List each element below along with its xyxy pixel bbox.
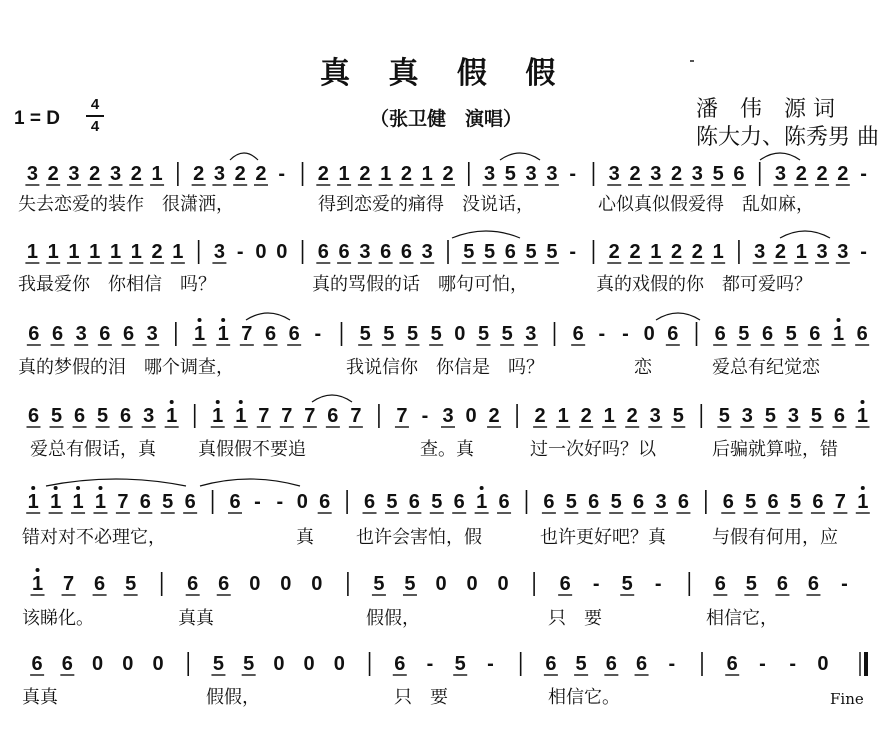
note: 3	[68, 163, 80, 185]
note: 6	[714, 573, 726, 595]
note: 6	[605, 653, 617, 675]
note: 6	[319, 491, 331, 513]
note: 2	[795, 163, 807, 185]
high-octave-dot	[239, 400, 243, 404]
note: 0	[497, 573, 509, 595]
note: 6	[218, 573, 230, 595]
note: 3	[754, 241, 766, 263]
slur-arc	[656, 313, 700, 320]
note: 6	[187, 573, 199, 595]
note: 2	[234, 163, 246, 185]
high-octave-dot	[221, 318, 225, 322]
note: 2	[488, 405, 500, 427]
note: 0	[273, 653, 285, 675]
note: 2	[255, 163, 267, 185]
note: 1	[130, 241, 142, 263]
note: 6	[559, 573, 571, 595]
lyric-l1-c: 心似真似假爱得 乱如麻，	[598, 194, 814, 215]
note: 3	[213, 241, 225, 263]
note: 3	[655, 491, 667, 513]
note: 0	[152, 653, 164, 675]
note: 5	[764, 405, 776, 427]
lyric-l3-b: 我说信你 你信是 吗？	[346, 357, 544, 378]
note: 6	[635, 653, 648, 675]
note: 5	[621, 573, 633, 595]
high-octave-dot	[36, 568, 40, 572]
note: 5	[97, 405, 109, 427]
note: 3	[483, 163, 496, 185]
note: 6	[504, 241, 516, 263]
note: -	[668, 653, 676, 675]
note: -	[569, 241, 577, 263]
high-octave-dot	[31, 486, 35, 490]
note: 6	[833, 405, 846, 427]
note: 1	[380, 163, 392, 185]
note: 1	[832, 323, 845, 345]
note: 0	[643, 323, 655, 345]
note: 5	[431, 491, 443, 513]
note: 5	[575, 653, 587, 675]
note: -	[860, 241, 867, 263]
note: 6	[122, 323, 135, 345]
note: 6	[27, 405, 40, 427]
note: 1	[50, 491, 62, 513]
lyric-l5-d: 也许更好吧？真	[540, 527, 666, 548]
note: 1	[650, 241, 662, 263]
note: 0	[303, 653, 315, 675]
note: 5	[359, 323, 371, 345]
note: 5	[745, 491, 757, 513]
note: -	[487, 653, 494, 675]
note: 5	[404, 573, 416, 595]
note: 1	[151, 163, 163, 185]
high-octave-dot	[837, 318, 841, 322]
note: 6	[28, 323, 40, 345]
high-octave-dot	[54, 486, 58, 490]
note: 6	[139, 491, 151, 513]
lyric-l7-d: 相信它。	[548, 687, 620, 708]
lyric-l7-a: 真真	[22, 687, 58, 708]
note: -	[789, 653, 797, 675]
note: 5	[785, 323, 797, 345]
note: 6	[31, 653, 43, 675]
note: 3	[816, 241, 828, 263]
note: 3	[421, 241, 433, 263]
note: 7	[258, 405, 270, 427]
note: 5	[454, 653, 466, 675]
high-octave-dot	[98, 486, 102, 490]
note: 3	[143, 405, 155, 427]
note: 0	[454, 323, 466, 345]
note: 5	[565, 491, 577, 513]
note: 6	[809, 323, 821, 345]
note: 7	[834, 491, 846, 513]
lyric-l7-c: 只 要	[394, 687, 448, 708]
note: 6	[394, 653, 406, 675]
note: -	[860, 163, 867, 185]
note: 2	[629, 163, 641, 185]
lyric-l1-b: 得到恋爱的痛得 没说话，	[318, 194, 534, 215]
note: 2	[359, 163, 371, 185]
lyric-l6-a: 该睇化。	[22, 608, 94, 629]
note: 6	[733, 163, 745, 185]
note: 3	[109, 163, 122, 185]
note: 5	[373, 573, 385, 595]
high-octave-dot	[480, 486, 484, 490]
lyric-l4-d: 过一次好吗？以	[530, 439, 656, 460]
lyric-l5-e: 与假有何用，应	[712, 527, 838, 548]
note: 5	[745, 573, 757, 595]
note: 0	[249, 573, 261, 595]
note: -	[314, 323, 322, 345]
note: 1	[421, 163, 433, 185]
note: 6	[498, 491, 510, 513]
lyric-l5-a: 错对对不必理它，	[22, 527, 166, 548]
note: -	[592, 573, 600, 595]
lyric-l7-b: 假假，	[206, 687, 260, 708]
note: 5	[125, 573, 137, 595]
note: 5	[383, 323, 395, 345]
note: 6	[317, 241, 329, 263]
lyric-l5-b: 真	[296, 527, 314, 548]
note: 5	[810, 405, 822, 427]
note: 5	[672, 405, 684, 427]
note: 3	[359, 241, 371, 263]
note: 0	[276, 241, 288, 263]
note: 1	[94, 491, 107, 513]
lyric-l4-a: 爱总有假话，真	[30, 439, 156, 460]
note: 1	[109, 241, 122, 263]
note: 7	[117, 491, 129, 513]
note: 2	[534, 405, 546, 427]
note: -	[841, 573, 848, 595]
high-octave-dot	[170, 400, 174, 404]
note: 6	[264, 323, 277, 345]
song-title: 真 真 假 假	[320, 56, 570, 91]
meter-bottom: 4	[90, 118, 100, 135]
note: -	[236, 241, 244, 263]
high-octave-dot	[860, 400, 864, 404]
key-signature: 1 = D	[14, 108, 60, 129]
note: 1	[476, 491, 488, 513]
note: 1	[72, 491, 84, 513]
note: 6	[120, 405, 132, 427]
note: 3	[442, 405, 454, 427]
meter-top: 4	[90, 96, 100, 113]
note: 6	[807, 573, 820, 595]
note: 5	[789, 491, 802, 513]
composer-credit: 陈大力、陈秀男 曲	[696, 125, 879, 150]
slur-arc	[230, 153, 258, 160]
lyric-l6-d: 只 要	[548, 608, 602, 629]
note: 6	[327, 405, 339, 427]
note: 2	[626, 405, 638, 427]
note: 5	[718, 405, 730, 427]
note: 7	[350, 405, 362, 427]
note: 6	[94, 573, 106, 595]
note: -	[421, 405, 429, 427]
note: 5	[546, 241, 558, 263]
note: 6	[543, 491, 555, 513]
note: 3	[608, 163, 620, 185]
lyric-l3-d: 爱总有纪觉恋	[712, 357, 820, 378]
lyric-l2-c: 真的戏假的你 都可爱吗？	[596, 274, 812, 295]
note: 0	[255, 241, 267, 263]
note: 6	[714, 323, 726, 345]
note: 5	[483, 241, 496, 263]
note: -	[254, 491, 261, 513]
note: 1	[172, 241, 184, 263]
note: 3	[26, 163, 38, 185]
lyric-l4-c: 查。真	[420, 439, 474, 460]
lyricist-credit: 潘 伟 源 词	[696, 97, 835, 122]
note: 3	[650, 163, 662, 185]
note: 6	[288, 323, 300, 345]
note: 5	[712, 163, 724, 185]
high-octave-dot	[216, 400, 220, 404]
note: 1	[68, 241, 80, 263]
note: 0	[296, 491, 308, 513]
note: 0	[466, 573, 478, 595]
note: -	[569, 163, 577, 185]
note: 3	[787, 405, 799, 427]
note: 0	[280, 573, 292, 595]
note: 0	[817, 653, 829, 675]
note: 1	[31, 573, 44, 595]
note: 6	[453, 491, 465, 513]
note: -	[278, 163, 286, 185]
note: 3	[146, 323, 158, 345]
slur-arc	[312, 395, 352, 402]
note: 2	[671, 241, 683, 263]
note: 7	[281, 405, 293, 427]
lyric-l3-c: 恋	[634, 357, 652, 378]
note: 3	[75, 323, 87, 345]
high-octave-dot	[198, 318, 202, 322]
note: 3	[649, 405, 661, 427]
note: 1	[212, 405, 224, 427]
lyric-l6-c: 假假，	[366, 608, 420, 629]
note: 2	[608, 241, 620, 263]
note: 6	[761, 323, 774, 345]
note: 0	[91, 653, 104, 675]
note: 6	[677, 491, 689, 513]
note: -	[654, 573, 662, 595]
slur-arc	[780, 231, 830, 238]
note: 1	[166, 405, 178, 427]
note: 2	[317, 163, 329, 185]
note: 7	[241, 323, 253, 345]
note: 2	[151, 241, 163, 263]
note: 3	[741, 405, 753, 427]
note: 0	[465, 405, 477, 427]
note: 2	[691, 241, 703, 263]
note: 2	[47, 163, 59, 185]
lyric-l2-b: 真的骂假的话 哪句可怕，	[312, 274, 528, 295]
slur-arc	[246, 313, 290, 320]
slur-arc	[760, 153, 800, 160]
note: -	[276, 491, 284, 513]
note: 2	[671, 163, 683, 185]
note: 2	[130, 163, 142, 185]
note: 5	[477, 323, 490, 345]
note: 6	[229, 491, 241, 513]
note: 1	[857, 491, 869, 513]
note: 7	[304, 405, 316, 427]
note: 6	[338, 241, 350, 263]
note: 2	[193, 163, 205, 185]
note: 0	[333, 653, 345, 675]
note: 5	[430, 323, 442, 345]
note: 0	[311, 573, 323, 595]
note: 6	[856, 323, 868, 345]
note: 6	[667, 323, 679, 345]
note: 1	[235, 405, 247, 427]
note: 6	[74, 405, 86, 427]
note: 3	[837, 241, 849, 263]
note: 6	[363, 491, 376, 513]
note: 2	[774, 241, 787, 263]
note: 1	[89, 241, 101, 263]
note: 5	[406, 323, 419, 345]
note: 3	[525, 163, 537, 185]
note: 1	[557, 405, 569, 427]
note: 6	[588, 491, 600, 513]
note: 6	[633, 491, 645, 513]
lyric-l6-b: 真真	[178, 608, 214, 629]
note: 7	[62, 573, 75, 595]
note: 3	[691, 163, 703, 185]
note: 5	[738, 323, 750, 345]
note: 1	[603, 405, 615, 427]
slur-arc	[46, 479, 186, 486]
note: 1	[47, 241, 59, 263]
lyric-l5-c: 也许会害怕，假	[356, 527, 482, 548]
note: 3	[546, 163, 558, 185]
note: 6	[400, 241, 413, 263]
note: 1	[338, 163, 350, 185]
note: 1	[856, 405, 869, 427]
note: 5	[162, 491, 174, 513]
lyric-l1-a: 失去恋爱的装作 很潇洒，	[18, 194, 234, 215]
note: -	[426, 653, 434, 675]
lyric-l6-e: 相信它，	[706, 608, 778, 629]
note: 2	[89, 163, 101, 185]
note: 6	[408, 491, 420, 513]
note: 5	[504, 163, 516, 185]
note: 6	[767, 491, 779, 513]
note: 6	[572, 323, 584, 345]
lyric-l4-e: 后骗就算啦，错	[712, 439, 838, 460]
note: 7	[396, 405, 408, 427]
note: 6	[776, 573, 788, 595]
high-octave-dot	[76, 486, 80, 490]
note: 6	[61, 653, 73, 675]
note: 3	[525, 323, 537, 345]
note: 5	[212, 653, 225, 675]
lyric-l4-b: 真假假不要追	[198, 439, 306, 460]
note: 3	[774, 163, 787, 185]
note: 3	[213, 163, 225, 185]
slur-arc	[500, 153, 540, 160]
note: 1	[193, 323, 206, 345]
note: 2	[580, 405, 592, 427]
note: 5	[386, 491, 398, 513]
slur-arc	[452, 231, 520, 238]
note: 2	[629, 241, 641, 263]
note: -	[622, 323, 629, 345]
note: 0	[435, 573, 447, 595]
performer-credit: （张卫健 演唱）	[370, 108, 523, 130]
note: 6	[722, 491, 734, 513]
note: 6	[380, 241, 392, 263]
note: 5	[243, 653, 255, 675]
note: 6	[99, 323, 111, 345]
note: -	[759, 653, 766, 675]
high-octave-dot	[861, 486, 865, 490]
note: 2	[837, 163, 849, 185]
note: 5	[463, 241, 475, 263]
note: 5	[50, 405, 63, 427]
note: 2	[816, 163, 828, 185]
note: 1	[27, 491, 39, 513]
note: 1	[26, 241, 38, 263]
note: 0	[122, 653, 134, 675]
note: -	[598, 323, 606, 345]
fine-mark: Fine	[830, 690, 864, 708]
note: 6	[726, 653, 738, 675]
note: 5	[501, 323, 513, 345]
note: 6	[51, 323, 64, 345]
lyric-l3-a: 真的梦假的泪 哪个调查，	[18, 357, 234, 378]
note: 6	[812, 491, 824, 513]
note: 1	[217, 323, 229, 345]
lyric-l2-a: 我最爱你 你相信 吗？	[18, 274, 216, 295]
note: 5	[610, 491, 622, 513]
note: 2	[442, 163, 454, 185]
note: 1	[795, 241, 807, 263]
note: 6	[184, 491, 196, 513]
note: 2	[400, 163, 413, 185]
note: 1	[712, 241, 724, 263]
note: 5	[525, 241, 537, 263]
note: 6	[545, 653, 557, 675]
slur-arc	[200, 479, 300, 486]
